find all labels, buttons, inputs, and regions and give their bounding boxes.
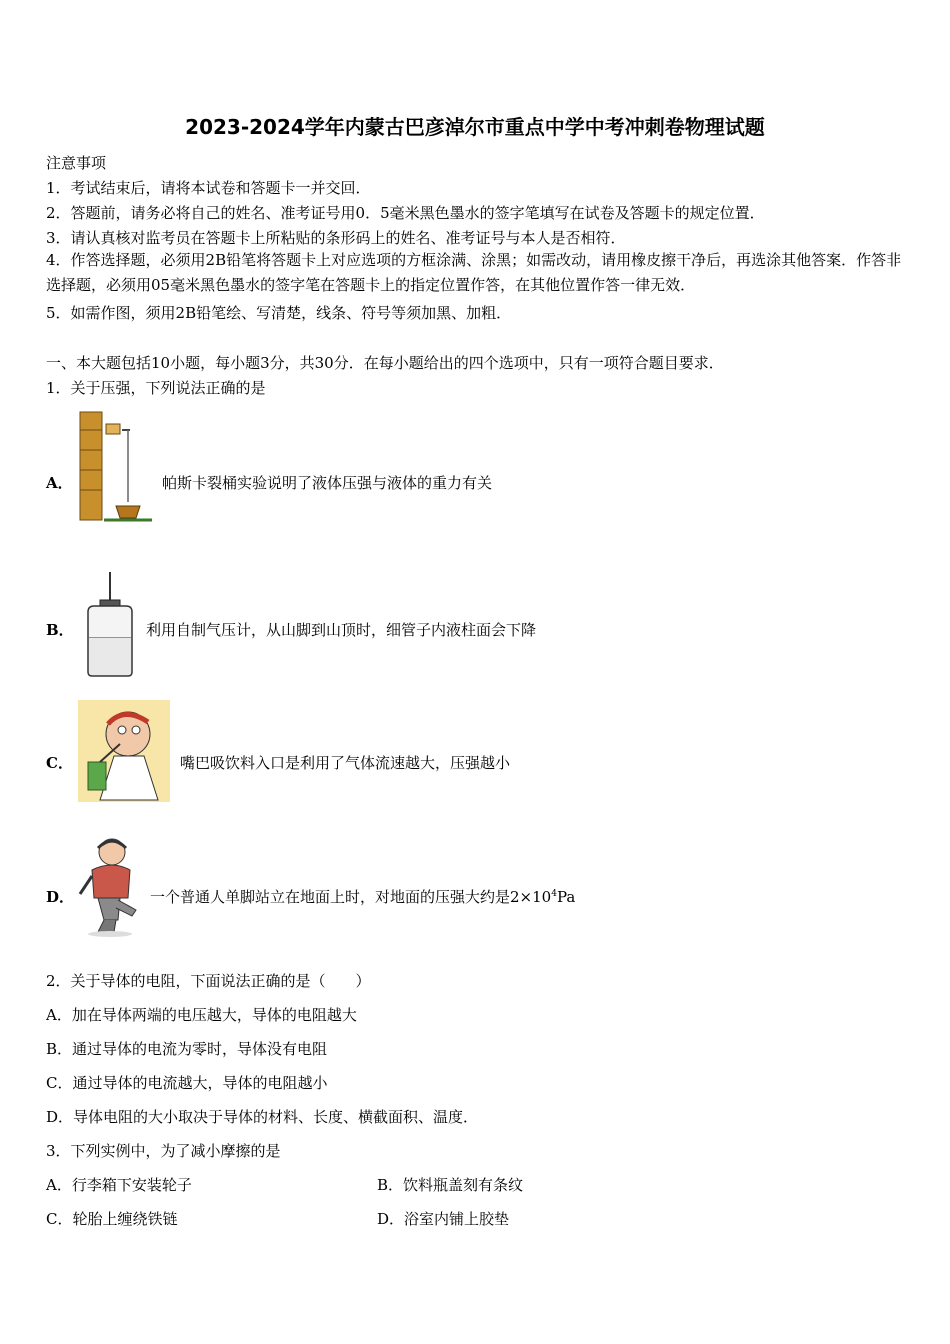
notice-item-1: 1．考试结束后，请将本试卷和答题卡一并交回． [46,179,371,197]
q2-option-c-letter: C． [46,1074,73,1092]
q1-option-d-unit: Pa [556,888,576,906]
q3-option-b-letter: B． [377,1176,404,1194]
question-1-stem: 1．关于压强，下列说法正确的是 [46,379,266,397]
q3-option-a [46,1174,192,1195]
q3-option-b-text: 饮料瓶盖刻有条纹 [403,1176,524,1194]
q3-option-a-text: 行李箱下安装轮子 [71,1176,192,1194]
q1-option-d-text-before: 一个普通人单脚站立在地面上时，对地面的压强大约是 [150,888,511,906]
notice-item-5: 5．如需作图，须用2B铅笔绘、写清楚，线条、符号等须加黑、加粗． [46,304,512,322]
q1-option-a-letter: A． [46,474,73,492]
question-3-stem: 3．下列实例中，为了减小摩擦的是 [46,1142,281,1160]
person-one-foot-figure [74,836,144,938]
q3-option-c-text: 轮胎上缠绕铁链 [72,1210,178,1228]
pascal-barrel-figure [78,410,156,524]
q1-option-d-value: 2×10 [510,888,552,906]
q2-option-c-text: 通过导体的电流越大，导体的电阻越小 [72,1074,328,1092]
q1-option-b-letter: B． [46,621,74,639]
q3-option-b [377,1174,523,1195]
q2-option-a-letter: A． [46,1006,72,1024]
notice-item-2: 2．答题前，请务必将自己的姓名、准考证号用0．5毫米黑色墨水的签字笔填写在试卷及答题卡的规定位置． [46,204,765,222]
section-heading: 一、本大题包括10小题，每小题3分，共30分．在每小题给出的四个选项中，只有一项符合题目要求． [46,354,724,372]
q1-option-d-text [150,886,575,907]
boy-drinking-straw-figure [78,700,170,802]
q2-option-d-text: 导体电阻的大小取决于导体的材料、长度、横截面积、温度． [73,1108,479,1126]
notice-heading: 注意事项 [46,154,107,172]
q2-option-d [46,1106,478,1127]
q2-option-a [46,1004,357,1025]
q3-option-d-letter: D． [377,1210,405,1228]
q1-option-d-letter: D． [46,888,75,906]
q3-option-d [377,1208,509,1229]
notice-item-3: 3．请认真核对监考员在答题卡上所粘贴的条形码上的姓名、准考证号与本人是否相符． [46,229,626,247]
homemade-barometer-figure [82,570,140,678]
q1-option-c-text: 嘴巴吸饮料入口是利用了气体流速越大，压强越小 [180,754,511,772]
page-title: 2023-2024学年内蒙古巴彦淖尔市重点中学中考冲刺卷物理试题 [185,115,765,139]
q2-option-b [46,1038,327,1059]
q2-option-c [46,1072,328,1093]
q3-option-d-text: 浴室内铺上胶垫 [404,1210,510,1228]
q1-option-a-text: 帕斯卡裂桶实验说明了液体压强与液体的重力有关 [162,474,493,492]
q3-option-c [46,1208,178,1229]
notice-item-4: 4．作答选择题，必须用2B铅笔将答题卡上对应选项的方框涂满、涂黑；如需改动，请用橡皮擦干净后，再选涂其他答案．作答非选择题，必须用05毫米黑色墨水的签字笔在答题卡上的指定位置作答，在其他位置作答一律无效． [46,251,902,294]
q2-option-a-text: 加在导体两端的电压越大，导体的电阻越大 [71,1006,357,1024]
q3-option-c-letter: C． [46,1210,73,1228]
q2-option-d-letter: D． [46,1108,74,1126]
q1-option-d-exponent: 4 [551,889,557,899]
q1-option-c-letter: C． [46,754,73,772]
q2-option-b-text: 通过导体的电流为零时，导体没有电阻 [72,1040,328,1058]
question-2-stem: 2．关于导体的电阻，下面说法正确的是（ ） [46,972,371,990]
q1-option-b-text: 利用自制气压计，从山脚到山顶时，细管子内液柱面会下降 [146,621,537,639]
q2-option-b-letter: B． [46,1040,73,1058]
q3-option-a-letter: A． [46,1176,72,1194]
